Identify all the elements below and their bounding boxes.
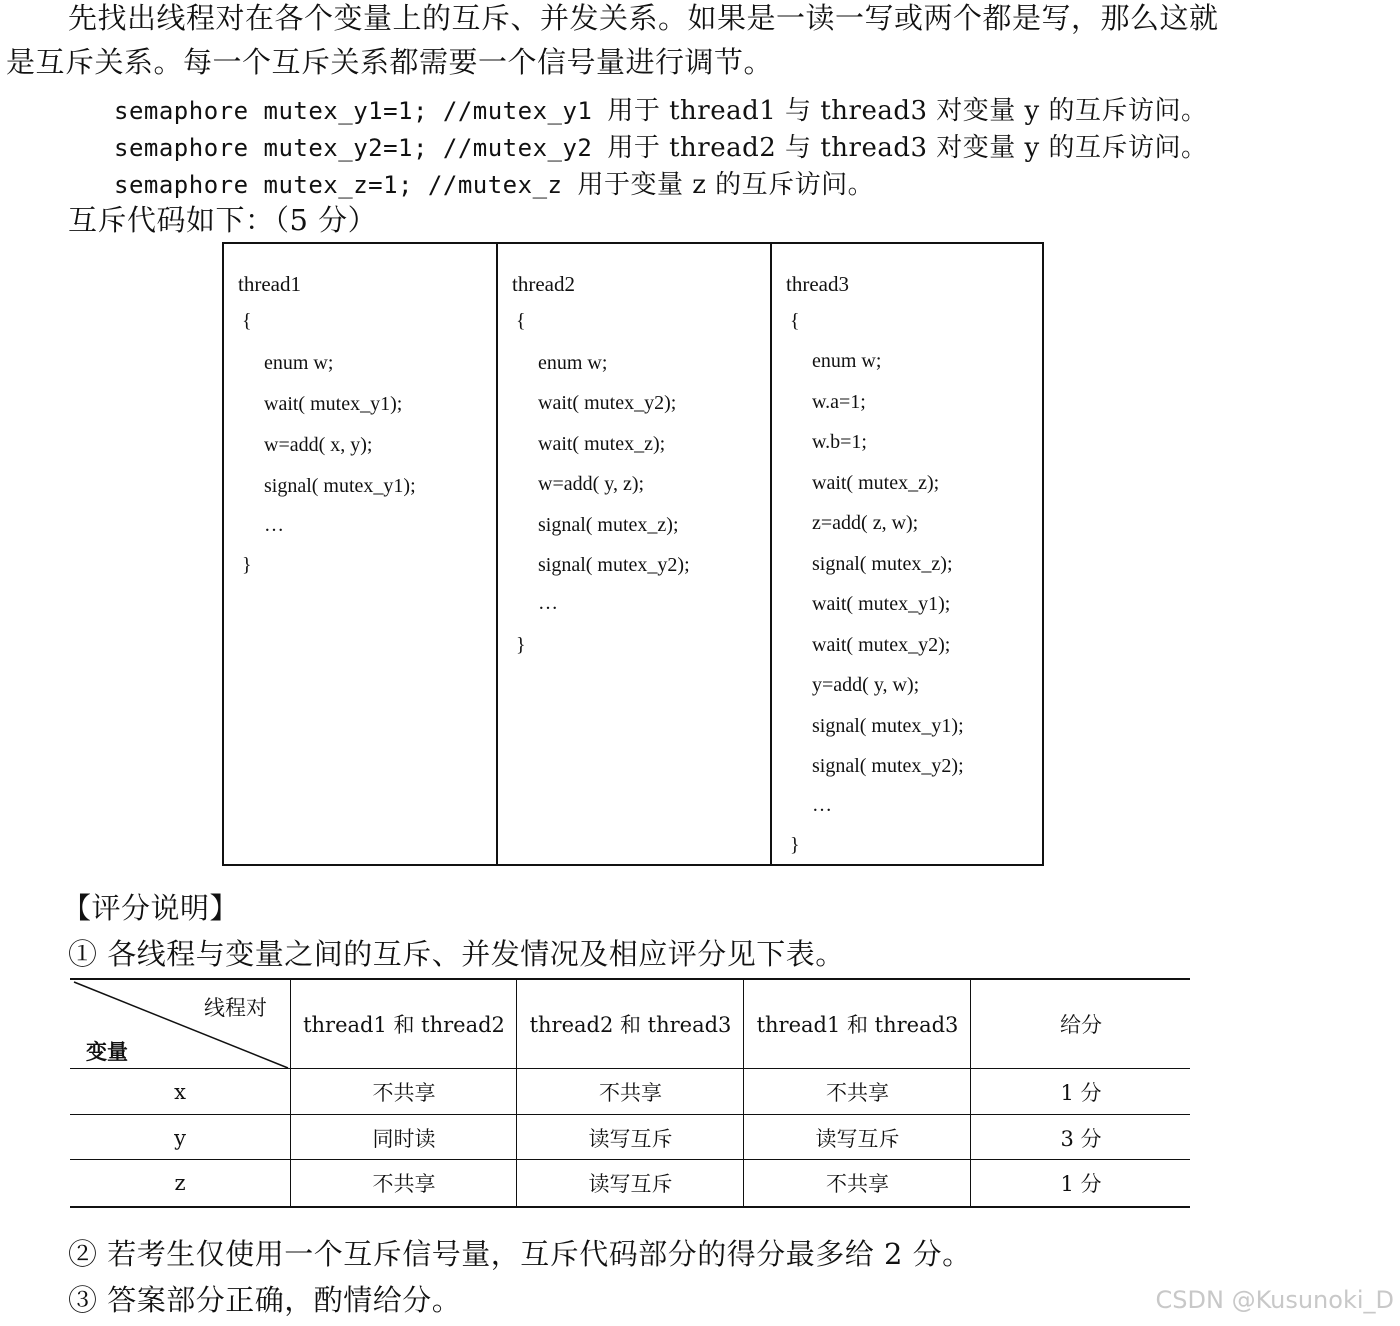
thread-name: thread1 — [238, 272, 301, 296]
code-line: signal( mutex_y2); — [812, 755, 964, 777]
table-cell: 不共享 — [372, 1171, 436, 1196]
scoring-item-3: ③ 答案部分正确，酌情给分。 — [68, 1283, 462, 1317]
thread-name: thread3 — [786, 272, 849, 296]
close-brace: } — [242, 554, 252, 576]
row-var-cell: y — [174, 1125, 186, 1150]
code-line: wait( mutex_y1); — [264, 393, 403, 415]
semaphore-code: semaphore mutex_y1=1; //mutex_y1 — [114, 97, 593, 125]
header-cell: 给分 — [1060, 1013, 1102, 1037]
code-line: y=add( y, w); — [812, 674, 920, 696]
intro-line-2: 是互斥关系。每一个互斥关系都需要一个信号量进行调节。 — [6, 45, 774, 79]
intro-line-1: 先找出线程对在各个变量上的互斥、并发关系。如果是一读一写或两个都是写，那么这就 — [68, 1, 1219, 35]
open-brace: { — [242, 310, 252, 332]
header-cell: thread1 和 thread2 — [303, 1013, 505, 1037]
code-line: z=add( z, w); — [812, 512, 919, 534]
corner-top-label: 线程对 — [204, 996, 267, 1020]
code-line: wait( mutex_y1); — [812, 593, 951, 615]
row-var-cell: z — [174, 1170, 186, 1195]
table-cell: 1 分 — [1060, 1081, 1102, 1105]
semaphore-comment: 用于变量 z 的互斥访问。 — [577, 170, 875, 200]
open-brace: { — [516, 310, 526, 332]
code-line: signal( mutex_z); — [812, 553, 953, 575]
semaphore-comment: 用于 thread2 与 thread3 对变量 y 的互斥访问。 — [607, 133, 1208, 163]
code-line: signal( mutex_y2); — [538, 554, 690, 576]
thread-name: thread2 — [512, 272, 575, 296]
code-line: w.a=1; — [812, 391, 866, 413]
code-heading: 互斥代码如下：（5 分） — [68, 203, 378, 237]
close-brace: } — [790, 834, 800, 856]
code-line: signal( mutex_z); — [538, 514, 679, 536]
code-line: enum w; — [812, 350, 882, 372]
semaphore-line-2 — [114, 127, 1208, 164]
code-line: wait( mutex_z); — [538, 433, 666, 455]
semaphore-code: semaphore mutex_z=1; //mutex_z — [114, 171, 563, 199]
code-line: … — [538, 592, 558, 614]
table-cell: 不共享 — [826, 1171, 889, 1196]
code-line: wait( mutex_y2); — [812, 634, 951, 656]
table-cell: 读写互斥 — [588, 1171, 673, 1196]
semaphore-code: semaphore mutex_y2=1; //mutex_y2 — [114, 134, 593, 162]
csdn-watermark: CSDN @Kusunoki_D — [1155, 1286, 1394, 1314]
open-brace: { — [790, 310, 800, 332]
code-line: w=add( y, z); — [538, 473, 645, 495]
semaphore-line-1 — [114, 90, 1208, 127]
code-line: enum w; — [538, 352, 608, 374]
row-var-cell: x — [174, 1080, 186, 1104]
thread2-column — [496, 242, 772, 866]
table-cell: 同时读 — [372, 1126, 436, 1151]
table-cell: 1 分 — [1060, 1171, 1102, 1196]
scoring-item-1: ① 各线程与变量之间的互斥、并发情况及相应评分见下表。 — [68, 937, 845, 971]
semaphore-line-3 — [114, 164, 874, 201]
code-line: wait( mutex_z); — [812, 472, 940, 494]
code-line: w=add( x, y); — [264, 434, 373, 456]
semaphore-comment: 用于 thread1 与 thread3 对变量 y 的互斥访问。 — [607, 96, 1208, 126]
table-cell: 3 分 — [1060, 1126, 1102, 1151]
scoring-title: 【评分说明】 — [62, 891, 240, 925]
corner-bottom-label: 变量 — [86, 1039, 128, 1064]
header-cell: thread2 和 thread3 — [529, 1013, 732, 1037]
table-cell: 不共享 — [826, 1081, 889, 1105]
table-cell: 不共享 — [372, 1081, 436, 1105]
code-line: w.b=1; — [812, 431, 867, 453]
table-cell: 读写互斥 — [588, 1126, 673, 1151]
table-cell: 不共享 — [599, 1081, 662, 1105]
code-line: … — [812, 794, 832, 816]
scoring-table — [70, 978, 1190, 1208]
code-line: wait( mutex_y2); — [538, 392, 677, 414]
code-panel — [218, 242, 1044, 866]
scoring-item-2: ② 若考生仅使用一个互斥信号量，互斥代码部分的得分最多给 2 分。 — [68, 1237, 972, 1271]
code-line: signal( mutex_y1); — [264, 475, 416, 497]
code-line: … — [264, 514, 284, 536]
thread1-column — [222, 242, 498, 866]
close-brace: } — [516, 634, 526, 656]
header-cell: thread1 和 thread3 — [756, 1013, 959, 1037]
table-cell: 读写互斥 — [815, 1126, 900, 1151]
thread3-column — [770, 242, 1044, 866]
code-line: signal( mutex_y1); — [812, 715, 964, 737]
code-line: enum w; — [264, 352, 334, 374]
